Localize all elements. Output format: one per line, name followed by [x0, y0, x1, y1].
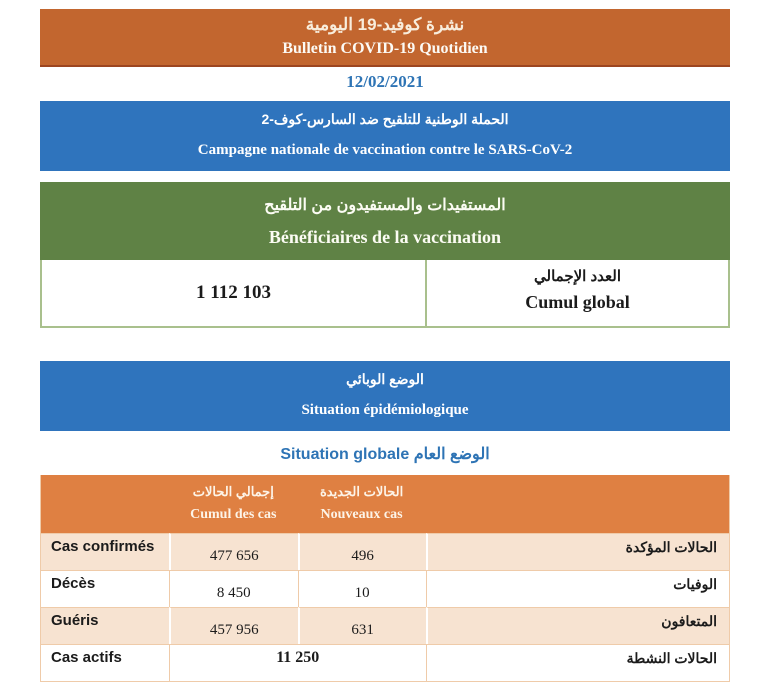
row-cumul-value: 8 450 — [169, 570, 298, 607]
beneficiaries-title-french: Bénéficiaires de la vaccination — [268, 227, 502, 247]
epidemiological-situation-banner — [40, 361, 730, 431]
stats-table-header-row — [41, 475, 729, 533]
vaccination-total-label — [427, 260, 728, 326]
row-label-french: Décès — [41, 570, 169, 607]
epi-title-french: Situation épidémiologique — [301, 402, 469, 418]
header-nouveaux-arabic: الحالات الجديدة — [319, 484, 404, 499]
bulletin-date: 12/02/2021 — [346, 72, 424, 91]
bulletin-title-arabic: نشرة كوفيد-19 اليومية — [305, 15, 465, 34]
campaign-title-french: Campagne nationale de vaccination contre le SARS-CoV-2 — [197, 142, 573, 158]
row-cumul-value: 477 656 — [169, 533, 298, 570]
header-cumul-arabic: إجمالي الحالات — [192, 484, 274, 499]
vaccination-total-value: 1 112 103 — [42, 260, 427, 326]
row-cumul-value: 457 956 — [169, 607, 298, 644]
epi-title-arabic: الوضع الوبائي — [346, 371, 424, 387]
header-cell-empty-right — [426, 475, 729, 533]
vaccination-total-table — [40, 260, 730, 328]
row-label-arabic: الحالات المؤكدة — [426, 533, 729, 570]
header-cell-empty-left — [41, 475, 169, 533]
table-row-cas-confirmes — [41, 533, 729, 570]
bulletin-title-french: Bulletin COVID-19 Quotidien — [282, 40, 488, 57]
header-cell-cumul — [169, 475, 298, 533]
vaccination-total-label-french: Cumul global — [525, 292, 630, 312]
row-merged-value: 11 250 — [169, 644, 426, 681]
row-label-arabic: المتعافون — [426, 607, 729, 644]
header-nouveaux-french: Nouveaux cas — [320, 507, 403, 522]
beneficiaries-title-arabic: المستفيدات والمستفيدون من التلقيح — [264, 197, 506, 214]
campaign-title-arabic: الحملة الوطنية للتلقيح ضد السارس-كوف-2 — [261, 111, 509, 127]
beneficiaries-banner — [40, 182, 730, 260]
header-cell-nouveaux — [298, 475, 426, 533]
global-situation-subtitle — [40, 442, 730, 468]
vaccination-total-label-arabic: العدد الإجمالي — [534, 268, 622, 285]
epidemio-stats-table — [40, 475, 730, 682]
row-label-arabic: الوفيات — [426, 570, 729, 607]
bulletin-page — [40, 9, 730, 682]
table-row-deces — [41, 570, 729, 607]
daily-bulletin-banner — [40, 9, 730, 67]
row-nouveaux-value: 10 — [298, 570, 426, 607]
row-label-french: Cas actifs — [41, 644, 169, 681]
row-nouveaux-value: 496 — [298, 533, 426, 570]
table-row-gueris — [41, 607, 729, 644]
header-cumul-french: Cumul des cas — [190, 507, 277, 522]
row-label-french: Cas confirmés — [41, 533, 169, 570]
row-nouveaux-value: 631 — [298, 607, 426, 644]
table-row-cas-actifs — [41, 644, 729, 681]
global-situation-subtitle-arabic: الوضع العام — [413, 446, 490, 463]
row-label-arabic: الحالات النشطة — [426, 644, 729, 681]
row-label-french: Guéris — [41, 607, 169, 644]
vaccination-campaign-banner — [40, 101, 730, 171]
global-situation-subtitle-french: Situation globale — [280, 446, 410, 463]
